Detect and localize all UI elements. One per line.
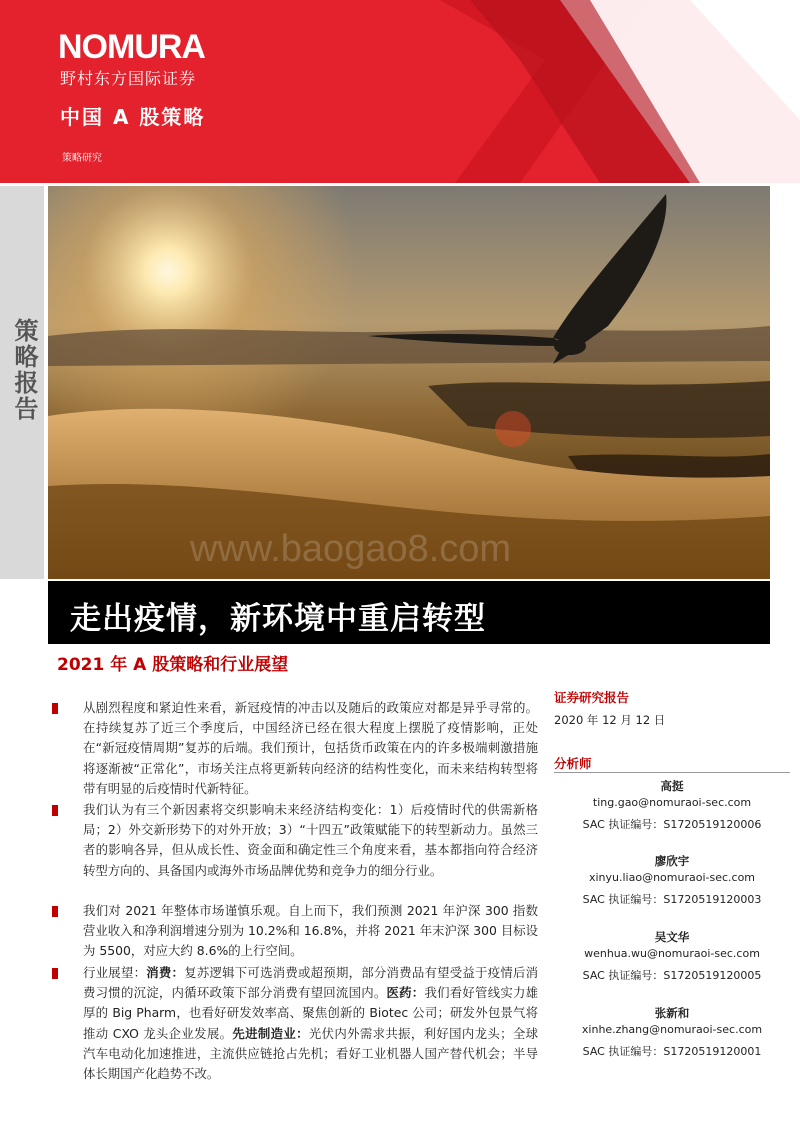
analyst-email[interactable]: ting.gao@nomuraoi-sec.com bbox=[592, 796, 752, 809]
summary-paragraph-1 bbox=[83, 698, 538, 799]
analyst-email[interactable]: xinhe.zhang@nomuraoi-sec.com bbox=[581, 1023, 763, 1036]
analyst-email[interactable]: xinyu.liao@nomuraoi-sec.com bbox=[588, 871, 756, 884]
cover-header bbox=[0, 0, 800, 183]
paragraph-text: 我们认为有三个新因素将交织影响未来经济结构变化：1）后疫情时代的供需新格局；2）外交新形势下的对外开放；3）“十四五”政策赋能下的转型新动力。虽然三者的影响各异，但从成长性、资金面和确定性三个角度来看，基本都指向符合经济转型方向的、具备国内或海外市场品牌优势和竞争力的细分行业。 bbox=[83, 802, 538, 878]
eagle-over-clouds-image bbox=[48, 186, 770, 579]
paragraph-text: 我们对 2021 年整体市场谨慎乐观。自上而下，我们预测 2021 年沪深 300 指数营业收入和净利润增速分别为 10.2%和 16.8%，并将 2021 年末沪深 300 目标设为 5500，对应大约 8.6%的上行空间。 bbox=[83, 903, 538, 959]
analyst-sac-number: SAC 执证编号：S1720519120005 bbox=[582, 969, 762, 982]
analyst-name: 廖欣宇 bbox=[654, 854, 690, 868]
paragraph-keyword: 医药： bbox=[386, 985, 425, 1001]
watermark: www.baogao8.com bbox=[190, 528, 512, 570]
bullet-marker bbox=[52, 906, 58, 917]
paragraph-text: 复苏逻辑下可选消费或超预期，部分消费品有望受益于疫情后消费习惯的沉淀，内循环政策下部分消费有望回流国内。 bbox=[83, 965, 539, 1001]
analyst-sac-number: SAC 执证编号：S1720519120001 bbox=[582, 1045, 762, 1058]
report-type: 证券研究报告 bbox=[554, 690, 630, 705]
summary-paragraph-3 bbox=[83, 901, 538, 962]
bullet-marker bbox=[52, 703, 58, 714]
nomura-logo: NOMURA bbox=[58, 28, 205, 66]
analyst-section-title: 分析师 bbox=[554, 756, 592, 771]
paragraph-text: 行业展望： bbox=[83, 965, 147, 980]
report-date: 2020 年 12 月 12 日 bbox=[554, 713, 666, 727]
report-series: 中国 A 股策略 bbox=[60, 105, 206, 129]
company-name: 野村东方国际证券 bbox=[60, 69, 197, 88]
cover-photo bbox=[48, 186, 770, 579]
analyst-name: 吴文华 bbox=[654, 930, 690, 944]
paragraph-text: 光伏内外需求共振，利好国内龙头；全球汽车电动化加速推进，主流供应链抢占先机；看好工业机器人国产替代机会；半导体长期国产化趋势不改。 bbox=[83, 1025, 538, 1082]
report-title: 走出疫情，新环境中重启转型 bbox=[70, 601, 486, 637]
bullet-marker bbox=[52, 805, 58, 816]
paragraph-keyword: 先进制造业： bbox=[232, 1025, 309, 1041]
paragraph-text: 我们看好管线实力雄厚的 Big Pharm，也看好研发效率高、聚焦创新的 Biotec 公司；研发外包景气将推动 CXO 龙头企业发展。 bbox=[83, 985, 539, 1041]
paragraph-text: 从剧烈程度和紧迫性来看，新冠疫情的冲击以及随后的政策应对都是异乎寻常的。在持续复苏了近三个季度后，中国经济已经在很大程度上摆脱了疫情影响，正处在“新冠疫情周期”复苏的后端。我们预计，包括货币政策在内的许多极端刺激措施将逐渐被“正常化”，市场关注点将更新转向经济的结构性变化，而未来结构转型将带有明显的后疫情时代新特征。 bbox=[83, 700, 538, 796]
paragraph-keyword: 消费： bbox=[146, 965, 185, 980]
analyst-name: 高挺 bbox=[660, 779, 684, 793]
summary-paragraph-4 bbox=[83, 963, 538, 1084]
report-category: 策略研究 bbox=[62, 153, 102, 164]
analyst-sac-number: SAC 执证编号：S1720519120003 bbox=[582, 893, 762, 906]
analyst-name: 张新和 bbox=[654, 1006, 690, 1020]
analyst-email[interactable]: wenhua.wu@nomuraoi-sec.com bbox=[584, 947, 760, 960]
report-subtitle: 2021 年 A 股策略和行业展望 bbox=[57, 655, 289, 675]
analyst-sac-number: SAC 执证编号：S1720519120006 bbox=[582, 818, 762, 831]
bullet-marker bbox=[52, 968, 58, 979]
side-tab-label: 策略报告 bbox=[10, 318, 39, 422]
summary-paragraph-2 bbox=[83, 800, 538, 881]
